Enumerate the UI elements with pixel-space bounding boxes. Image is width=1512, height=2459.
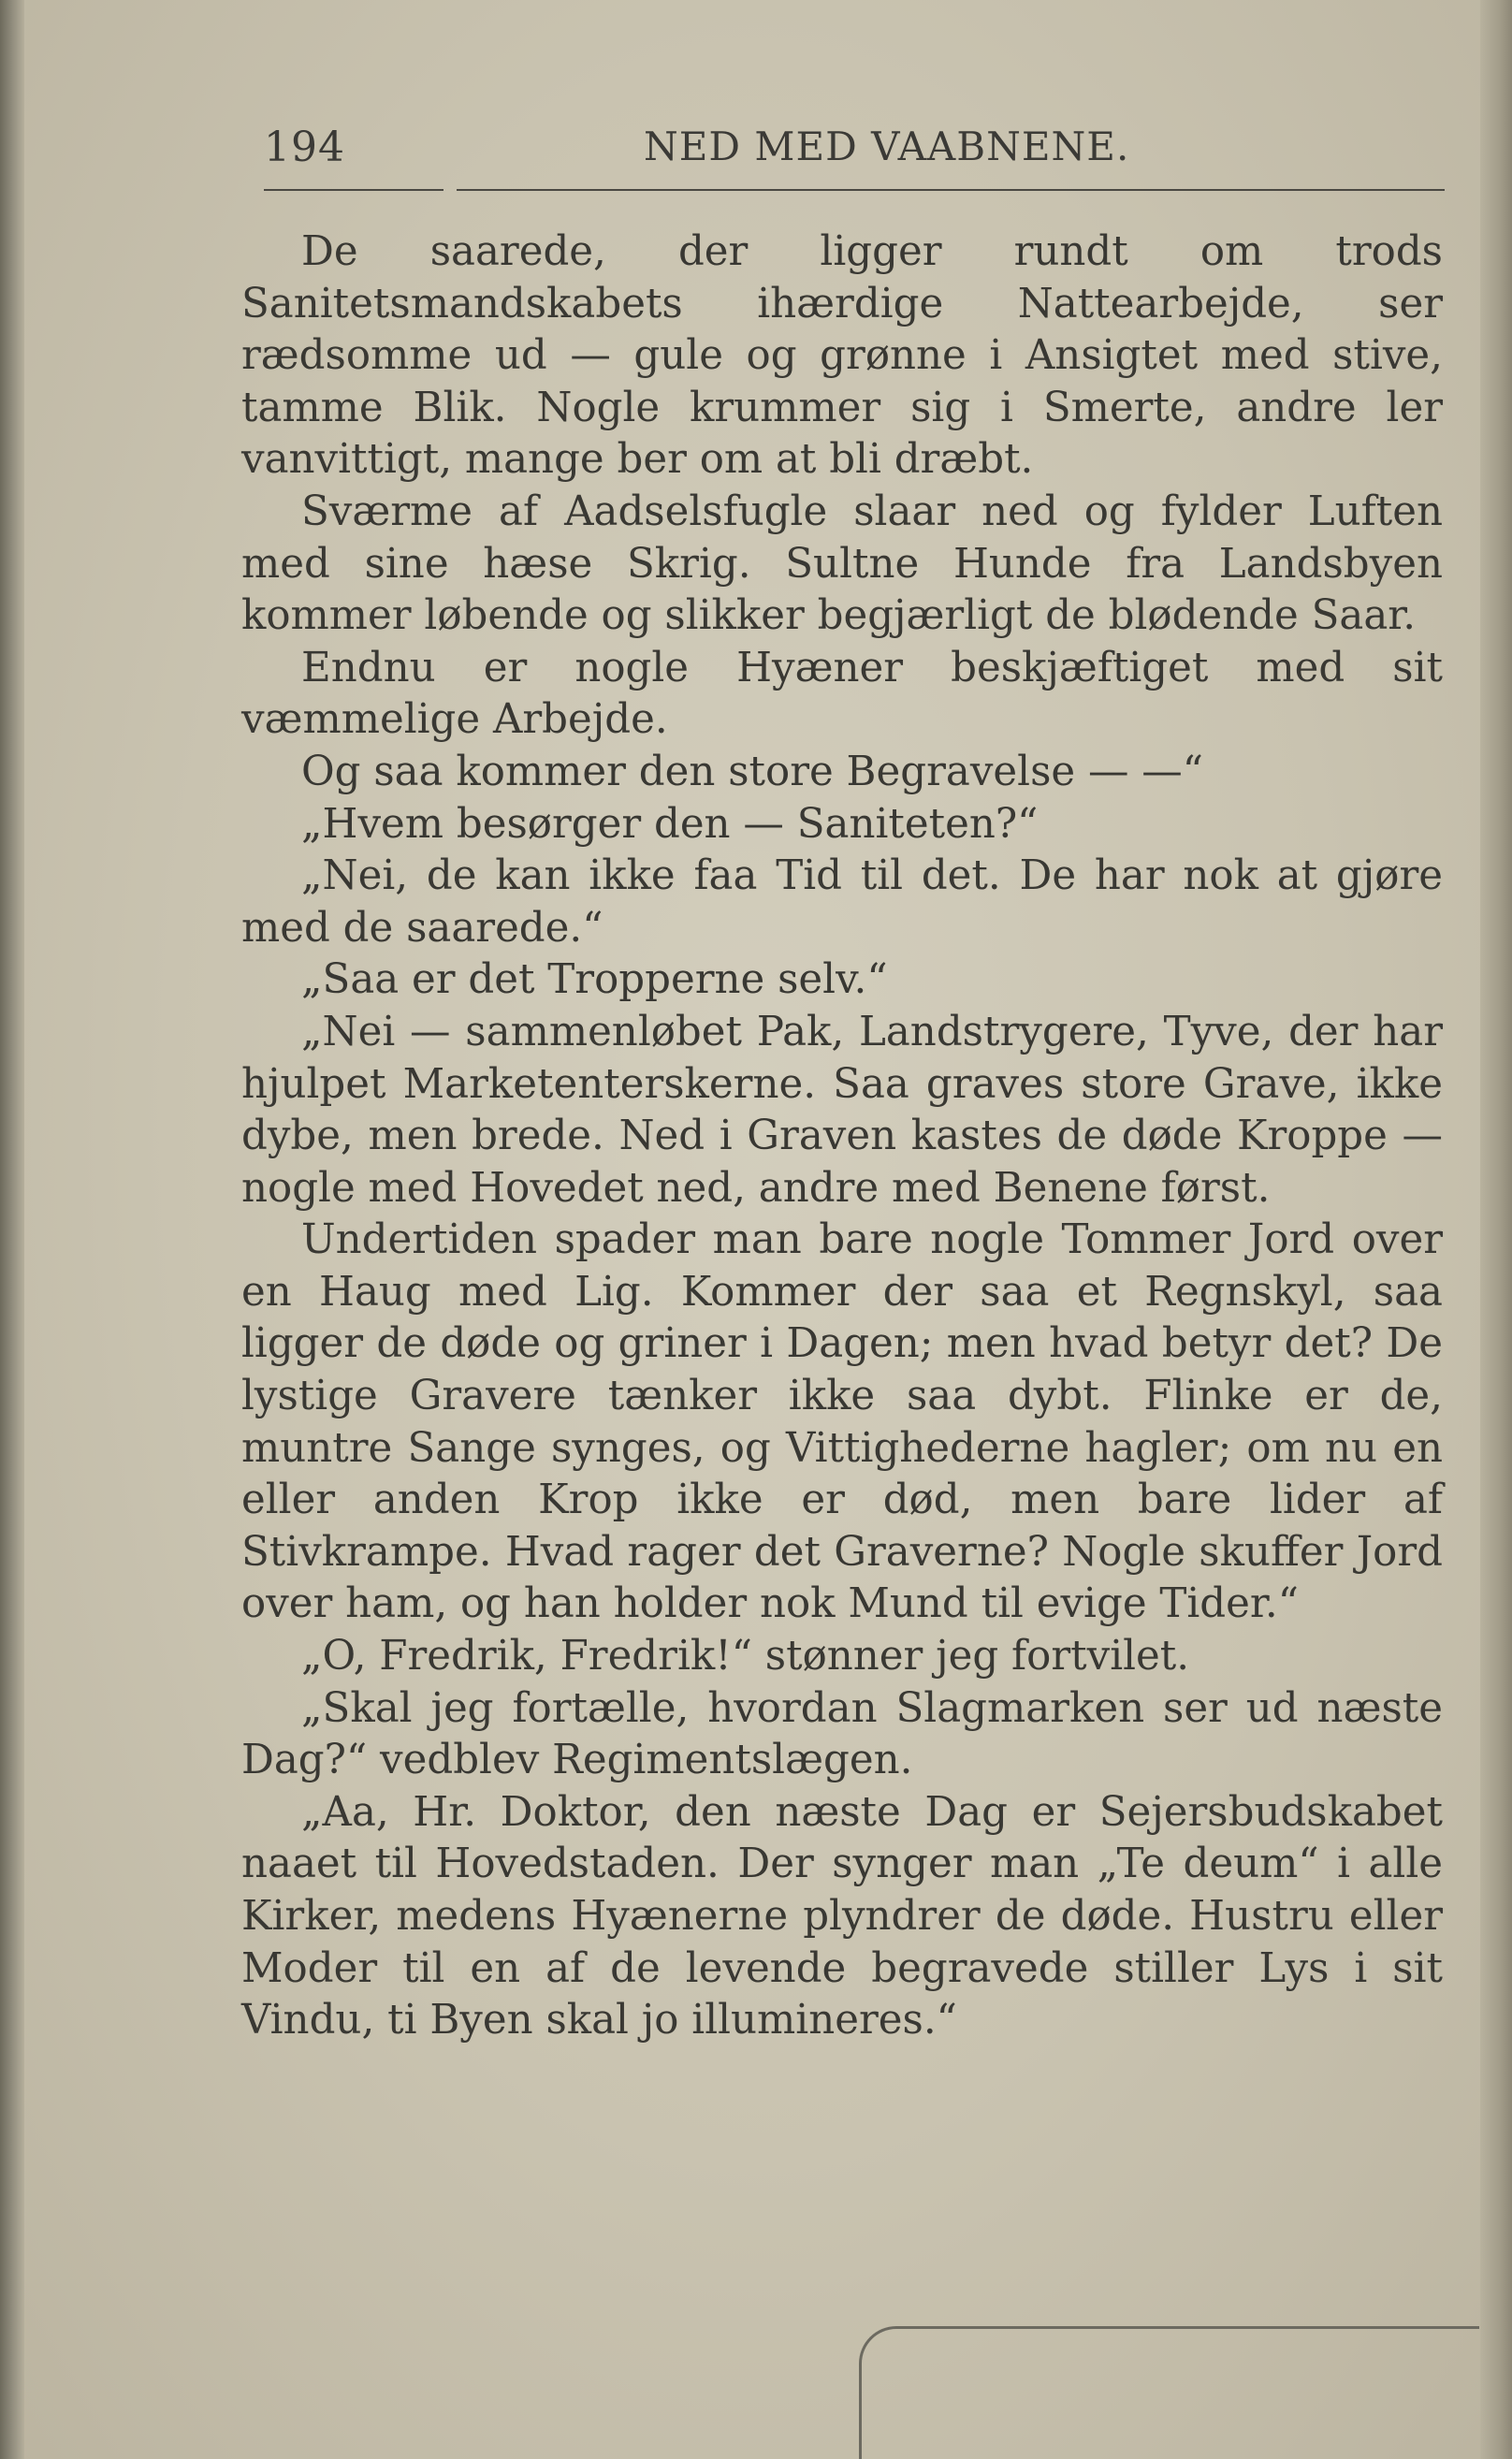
page-edge-shadow [1480, 0, 1512, 2459]
paragraph: Sværme af Aadselsfugle slaar ned og fylder Luften med sine hæse Skrig. Sultne Hunde fra Landsbyen kommer løbende og slikker begjærligt de blødende Saar. [241, 487, 1443, 640]
paragraph: „Saa er det Tropperne selv.“ [301, 956, 888, 1004]
paragraph: „Nei, de kan ikke faa Tid til det. De har nok at gjøre med de saarede.“ [241, 852, 1443, 952]
page-number: 194 [264, 124, 345, 171]
library-stamp-outline [859, 2326, 1479, 2459]
paragraph: Og saa kommer den store Begravelse — —“ [301, 748, 1204, 795]
paragraph: „O, Fredrik, Fredrik!“ stønner jeg fortvilet. [301, 1633, 1190, 1681]
page-header [264, 124, 1445, 196]
header-rule-right [457, 189, 1445, 191]
paragraph: Undertiden spader man bare nogle Tommer Jord over en Haug med Lig. Kommer der saa et Regnskyl, saa ligger de døde og griner i Dagen; men hvad betyr det? De lystige Gravere tænker ikke saa dybt. Flinke er de, muntre Sange synges, og Vittighederne hagler; om nu en eller anden Krop ikke er død, men bare lider af Stivkrampe. Hvad rager det Graverne? Nogle skuffer Jord over ham, og han holder nok Mund til evige Tider.“ [241, 1216, 1443, 1628]
running-title: NED MED VAABNENE. [644, 124, 1130, 169]
book-spine-shadow [0, 0, 24, 2459]
paragraph: Endnu er nogle Hyæner beskjæftiget med sit væmmelige Arbejde. [241, 644, 1443, 744]
paragraph: „Aa, Hr. Doktor, den næste Dag er Sejersbudskabet naaet til Hovedstaden. Der synger man „Te deum“ i alle Kirker, medens Hyænerne plyndrer de døde. Hustru eller Moder til en af de levende begravede stiller Lys i sit Vindu, ti Byen skal jo illumineres.“ [241, 1788, 1443, 2044]
paragraph: „Nei — sammenløbet Pak, Landstrygere, Tyve, der har hjulpet Marketenterskerne. Saa graves store Grave, ikke dybe, men brede. Ned i Graven kastes de døde Kroppe — nogle med Hovedet ned, andre med Benene først. [241, 1008, 1443, 1212]
paragraph: De saarede, der ligger rundt om trods Sanitetsmandskabets ihærdige Nattearbejde, ser rædsomme ud — gule og grønne i Ansigtet med stive, tamme Blik. Nogle krummer sig i Smerte, andre ler vanvittigt, mange ber om at bli dræbt. [241, 228, 1443, 484]
body-text [241, 226, 1443, 2047]
paragraph: „Hvem besørger den — Saniteten?“ [301, 800, 1039, 848]
paragraph: „Skal jeg fortælle, hvordan Slagmarken ser ud næste Dag?“ vedblev Regimentslægen. [241, 1684, 1443, 1784]
header-rule-left [264, 189, 443, 191]
